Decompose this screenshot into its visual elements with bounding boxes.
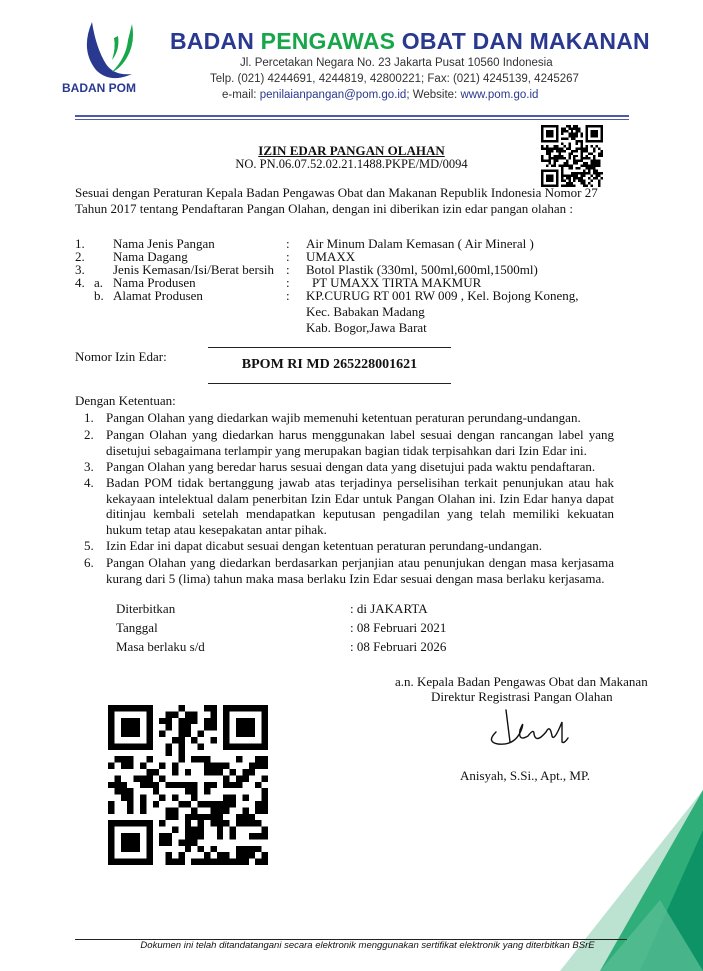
conditions-title: Dengan Ketentuan:	[75, 393, 176, 408]
condition-text: Badan POM tidak bertanggung jawab atas terjadinya perselisihan terkait penunjukan atau hak kekayaan intelektual dalam penerbitan Izin Edar untuk Pangan Olahan ini. Izin Edar hanya dapat ditinjau kembali setelah mendapatkan keputusan pengadilan yang telah memiliki kekuatan hukum tetap atau kesepakatan antar pihak.	[106, 475, 614, 537]
condition-number: 2.	[84, 427, 94, 442]
izin-label: Nomor Izin Edar:	[75, 349, 167, 364]
item-colon: :	[286, 275, 290, 290]
org-phone: Telp. (021) 4244691, 4244819, 42800221; Fax: (021) 4245139, 4245267	[210, 73, 579, 85]
condition-text: Pangan Olahan yang diedarkan harus menggunakan label sesuai dengan rancangan label yang disetujui sebagaimana terlampir yang merupakan bagian tidak terpisahkan dari Izin Edar ini.	[106, 427, 614, 458]
org-name-part-1: BADAN	[170, 28, 255, 54]
intro-paragraph: Sesuai dengan Peraturan Kepala Badan Pengawas Obat dan Makanan Republik Indonesia Nomor 27 Tahun 2017 tentang Pendaftaran Pangan Olahan, dengan ini diberikan izin edar pangan olahan :	[75, 185, 598, 216]
condition-text: Izin Edar ini dapat dicabut sesuai dengan ketentuan peraturan perundang-undangan.	[106, 538, 543, 553]
item-number: 3.	[75, 262, 85, 277]
email-label: e-mail:	[222, 89, 257, 101]
condition-item-2	[84, 427, 614, 458]
item-number: 2.	[75, 249, 85, 264]
condition-item-5	[84, 538, 614, 554]
org-contact	[222, 89, 538, 101]
signatory-line-2: Direktur Registrasi Pangan Olahan	[431, 689, 613, 704]
footer-note: Dokumen ini telah ditandatangani secara elektronik menggunakan sertifikat elektronik yang diterbitkan BSrE	[140, 940, 595, 951]
issued-place-value: : di JAKARTA	[350, 601, 428, 616]
item-value: KP.CURUG RT 001 RW 009 , Kel. Bojong Koneng,	[306, 288, 579, 303]
condition-number: 6.	[84, 555, 94, 570]
org-name-part-3: OBAT DAN MAKANAN	[401, 28, 650, 54]
producer-address-line-3: Kab. Bogor,Jawa Barat	[306, 320, 427, 335]
document-number: NO. PN.06.07.52.02.21.1488.PKPE/MD/0094	[235, 157, 468, 171]
item-row-4b	[0, 288, 703, 304]
izin-rule-top	[208, 347, 451, 348]
signer-name: Anisyah, S.Si., Apt., MP.	[460, 768, 591, 783]
izin-rule-bottom	[208, 383, 451, 384]
condition-text: Pangan Olahan yang diedarkan wajib memenuhi ketentuan peraturan perundang-undangan.	[106, 410, 581, 425]
condition-item-3	[84, 459, 614, 475]
website-link[interactable]: www.pom.go.id	[460, 89, 539, 101]
condition-item-1	[84, 410, 614, 426]
website-label: ; Website:	[406, 89, 458, 101]
item-sub-letter: a.	[94, 275, 104, 290]
logo-text: BADAN POM	[62, 81, 136, 94]
condition-item-6	[84, 555, 614, 586]
condition-text: Pangan Olahan yang diedarkan berdasarkan perjanjian atau penunjukan dengan masa kerjasama kurang dari 5 (lima) tahun maka masa berlaku Izin Edar sesuai dengan masa berlaku kerjasama.	[106, 555, 614, 586]
qr-code-small	[541, 125, 603, 187]
signatory-line-1: a.n. Kepala Badan Pengawas Obat dan Makanan	[395, 674, 648, 689]
item-colon: :	[286, 262, 290, 277]
condition-text: Pangan Olahan yang beredar harus sesuai dengan data yang disetujui pada waktu pendaftaran.	[106, 459, 596, 474]
email-link[interactable]: penilaianpangan@pom.go.id	[259, 89, 407, 101]
producer-address-line-2: Kec. Babakan Madang	[306, 304, 425, 319]
issued-date-label: Tanggal	[116, 620, 158, 635]
item-label: Nama Produsen	[113, 275, 196, 290]
condition-number: 5.	[84, 538, 94, 553]
item-label: Alamat Produsen	[113, 288, 203, 303]
item-colon: :	[286, 249, 290, 264]
item-colon: :	[286, 236, 290, 251]
item-value: PT UMAXX TIRTA MAKMUR	[312, 275, 482, 290]
item-sub-letter: b.	[94, 288, 104, 303]
item-label: Jenis Kemasan/Isi/Berat bersih	[113, 262, 275, 277]
item-number: 4.	[75, 275, 85, 290]
item-label: Nama Jenis Pangan	[113, 236, 215, 251]
header-divider-thin	[75, 119, 629, 120]
org-address: Jl. Percetakan Negara No. 23 Jakarta Pusat 10560 Indonesia	[240, 57, 553, 69]
issued-date-value: : 08 Februari 2021	[350, 620, 447, 635]
izin-number: BPOM RI MD 265228001621	[241, 357, 418, 372]
item-label: Nama Dagang	[113, 249, 188, 264]
qr-code-large	[108, 705, 268, 865]
condition-number: 1.	[84, 410, 94, 425]
item-value: Botol Plastik (330ml, 500ml,600ml,1500ml)	[306, 262, 538, 277]
item-number: 1.	[75, 236, 85, 251]
item-value: Air Minum Dalam Kemasan ( Air Mineral )	[306, 236, 534, 251]
org-name-part-2: PENGAWAS	[260, 28, 396, 54]
valid-until-value: : 08 Februari 2026	[350, 639, 447, 654]
organization-name	[170, 28, 650, 55]
condition-item-4	[84, 475, 614, 537]
valid-until-label: Masa berlaku s/d	[116, 639, 205, 654]
item-colon: :	[286, 288, 290, 303]
condition-number: 3.	[84, 459, 94, 474]
item-value: UMAXX	[306, 249, 356, 264]
badan-pom-logo	[62, 14, 152, 94]
document-title: IZIN EDAR PANGAN OLAHAN	[258, 143, 445, 158]
issued-place-label: Diterbitkan	[116, 601, 176, 616]
header-divider	[75, 115, 629, 117]
condition-number: 4.	[84, 475, 94, 490]
handwritten-signature	[476, 702, 576, 752]
